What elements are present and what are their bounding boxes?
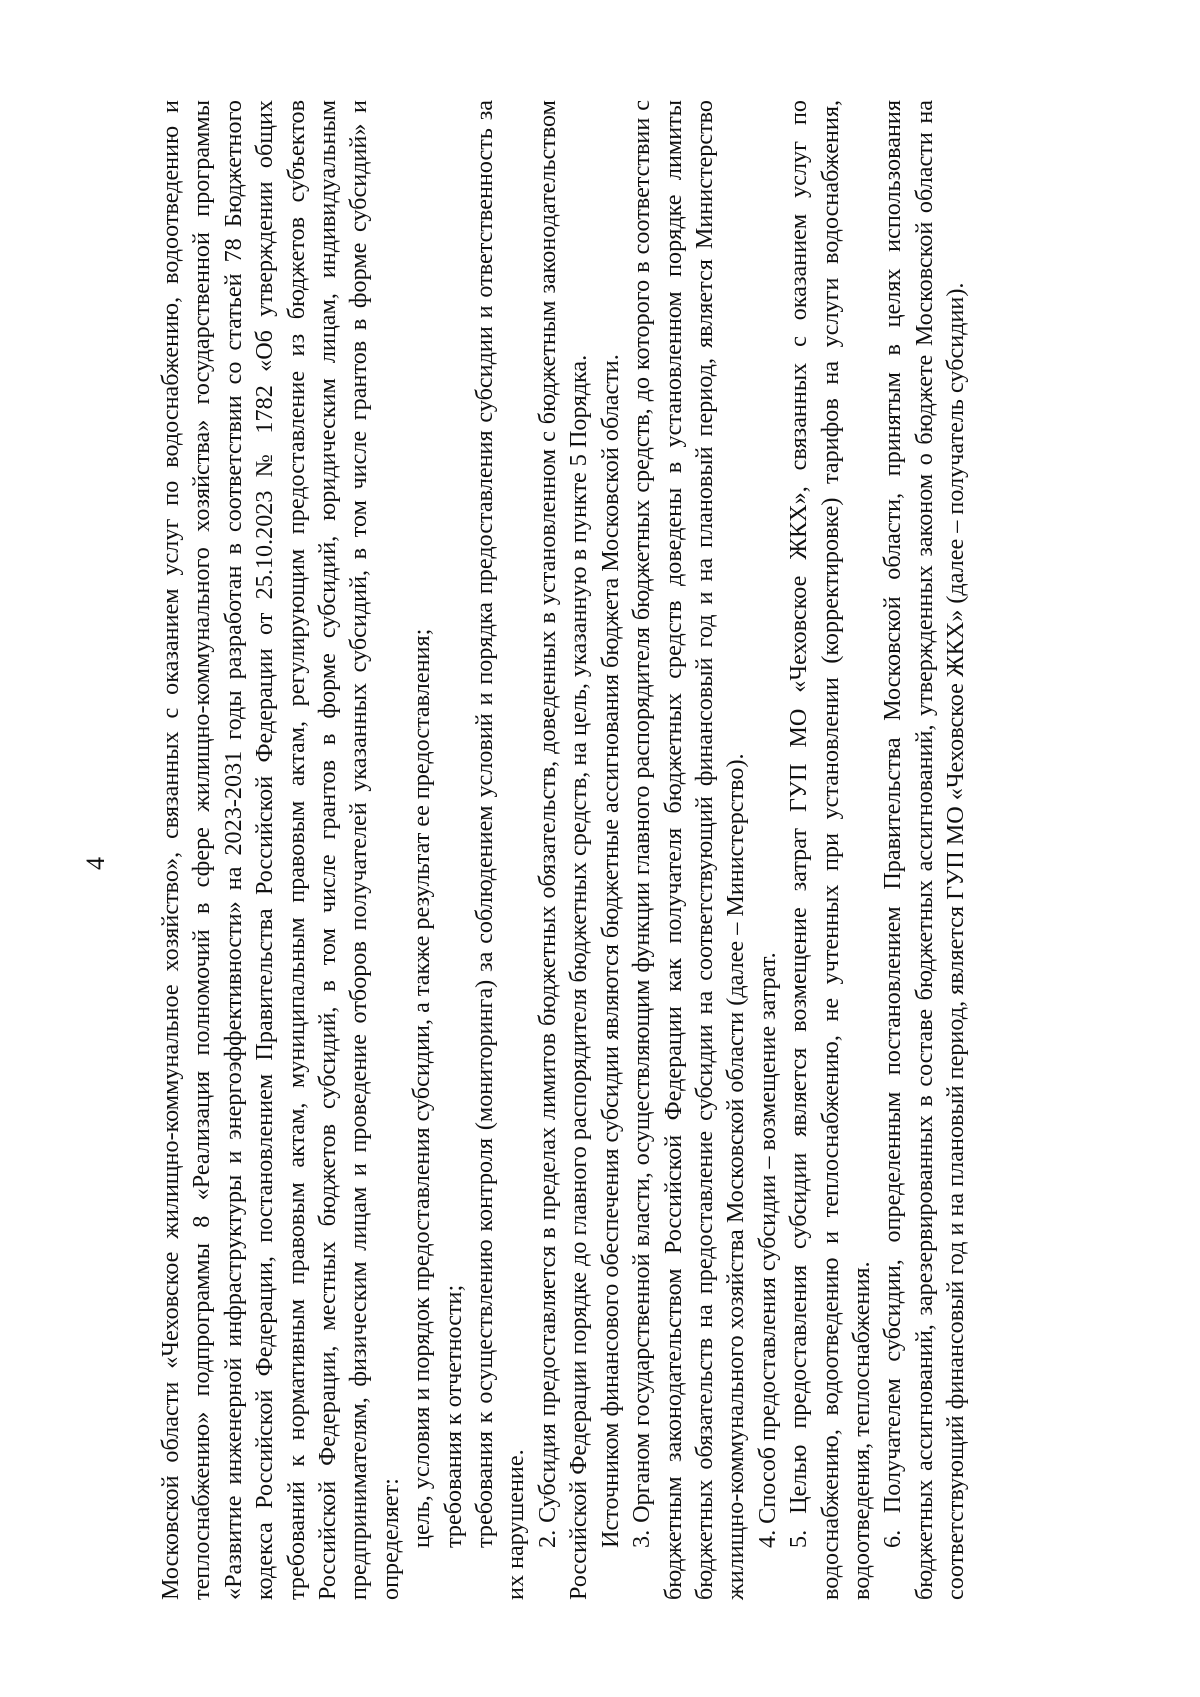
paragraph-funding-source: Источником финансового обеспечения субсидии являются бюджетные ассигнования бюджета Московской области. (596, 354, 624, 1548)
paragraph-reporting-requirements: требования к отчетности; (439, 1284, 467, 1548)
paragraph-item-4: 4. Способ предоставления субсидии – возмещение затрат. (753, 952, 781, 1548)
rotated-page-content (81, 100, 1055, 1600)
paragraph-intro: Московской области «Чеховское жилищно-коммунальное хозяйство», связанных с оказанием услуг по водоснабжению, водоотведению и теплоснабжению» подпрограммы 8 «Реализация полномочий в сфере жилищно-коммунального хозяйства» государственной программы «Развитие инженерной инфраструктуры и энергоэффективности» на 2023-2031 годы разработан в соответствии со статьей 78 Бюджетного кодекса Российской Федерации, постановлением Правительства Российской Федерации от 25.10.2023 № 1782 «Об утверждении общих требований к нормативным правовым актам, муниципальным правовым актам, регулирующим предоставление из бюджетов субъектов Российской Федерации, местных бюджетов субсидий, в том числе грантов в форме субсидий, юридическим лицам, индивидуальным предпринимателям, физическим лицам и проведение отборов получателей указанных субсидий, в том числе грантов в форме субсидий» и определяет: (157, 100, 404, 1600)
paragraph-goal-conditions: цель, условия и порядок предоставления субсидии, а также результат ее предоставления; (408, 628, 436, 1548)
paragraph-item-2: 2. Субсидия предоставляется в пределах лимитов бюджетных обязательств, доведенных в установленном с бюджетным законодательством Российской Федерации порядке до главного распорядителя бюджетных средств, на цель, указанную в пункте 5 Порядка. (533, 100, 593, 1600)
page-number: 4 (81, 857, 110, 870)
document-body (155, 100, 972, 1600)
paragraph-item-6: 6. Получателем субсидии, определенным постановлением Правительства Московской области, принятым в целях использования бюджетных ассигнований, зарезервированных в составе бюджетных ассигнований, утвержденных законом о бюджете Московской области на соответствующий финансовый год и на плановый период, является ГУП МО «Чеховское ЖКХ» (далее – получатель субсидии). (879, 100, 970, 1600)
paragraph-item-3: 3. Органом государственной власти, осуществляющим функции главного распорядителя бюджетных средств, до которого в соответствии с бюджетным законодательством Российской Федерации как получателя бюджетных средств доведены в установленном порядке лимиты бюджетных обязательств на предоставление субсидии на соответствующий финансовый год и на плановый период, является Министерство жилищно-коммунального хозяйства Московской области (далее – Министерство). (628, 100, 750, 1600)
paragraph-control-requirements: требования к осуществлению контроля (мониторинга) за соблюдением условий и порядка предоставления субсидии и ответственность за их нарушение. (471, 100, 530, 1600)
paragraph-item-5: 5. Целью предоставления субсидии является возмещение затрат ГУП МО «Чеховское ЖКХ», связанных с оказанием услуг по водоснабжению, водоотведению и теплоснабжению, не учтенных при установлении (корректировке) тарифов на услуги водоснабжения, водоотведения, теплоснабжения. (785, 100, 875, 1600)
